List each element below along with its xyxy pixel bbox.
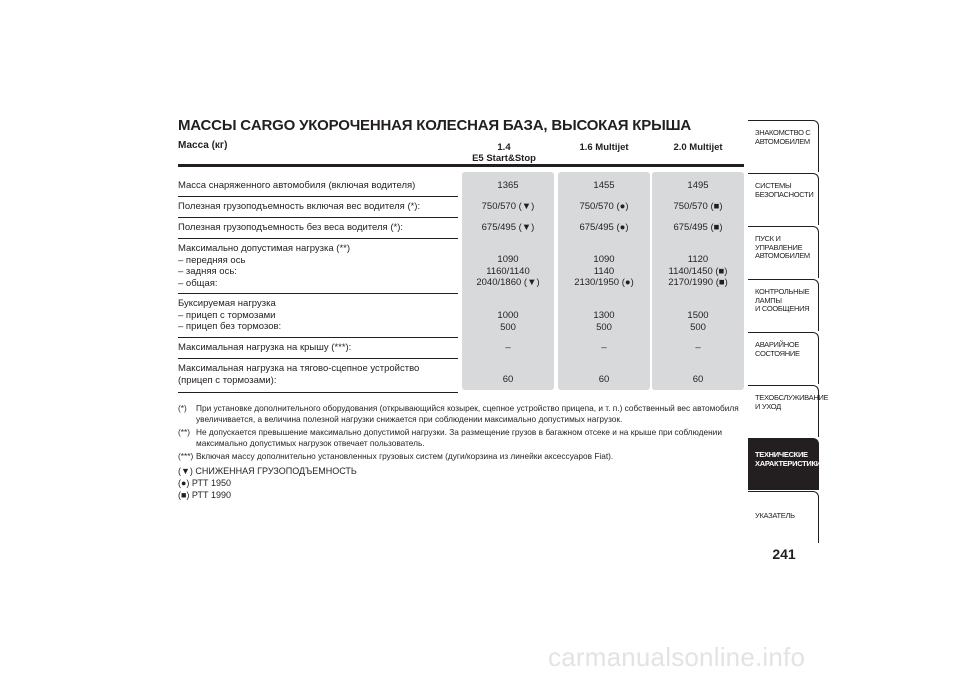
cell-line: 1090 — [497, 254, 519, 265]
footnote-text: При установке дополнительного оборудования (открывающийся козырек, сцепное устройство прицепа, и т. п.) собственный вес автомобиля увеличивается, а величина полезной нагрузки снижается при соблюдении максимально допустимых нагрузок. — [196, 403, 739, 424]
cell-value: 1495 — [687, 180, 709, 191]
row-divider — [178, 337, 458, 338]
footnote-text: Не допускается превышение максимально допустимой нагрузки. За размещение грузов в багажном отсеке и на крыше при соблюдении максимально допустимых нагрузок отвечает пользователь. — [196, 427, 722, 448]
row-divider — [178, 217, 458, 218]
tab-label-line: СИСТЕМЫ — [755, 181, 792, 190]
cell-line: 1500 — [687, 310, 709, 321]
cell-value: 1455 — [593, 180, 615, 191]
cell-value — [558, 310, 650, 333]
footnote — [178, 427, 744, 448]
row-label-line: – передняя ось — [178, 254, 246, 266]
cell-line: 500 — [500, 321, 516, 333]
column-header-line: E5 Start&Stop — [472, 153, 536, 164]
cell-value — [652, 310, 744, 333]
cell-line: 1140/1450 (■) — [668, 265, 728, 277]
cell-value: 60 — [692, 374, 704, 385]
row-label-line: – прицеп без тормозов: — [178, 321, 282, 332]
legend-item: (●) РТТ 1950 — [178, 477, 232, 488]
tab-technical-specs[interactable] — [748, 438, 819, 490]
column-header-2-0: 2.0 Multijet — [673, 142, 723, 153]
tab-label-line: ХАРАКТЕРИСТИКИ — [755, 458, 821, 468]
tab-label-line: ТЕХОБСЛУЖИВАНИЕ — [755, 393, 829, 402]
row-label-line: (прицеп с тормозами): — [178, 374, 277, 386]
column-header-1-4 — [458, 142, 550, 164]
tab-label-line: КОНТРОЛЬНЫЕ — [755, 287, 810, 296]
tab-driving[interactable] — [748, 226, 819, 278]
cell-line: 2040/1860 (▼) — [476, 277, 540, 288]
cell-line: 500 — [690, 321, 706, 333]
row-label-line: Максимально допустимая нагрузка (**) — [178, 243, 351, 254]
row-label-line: – задняя ось: — [178, 266, 237, 277]
tab-label-line: АВТОМОБИЛЕМ — [755, 251, 810, 260]
header-rule — [178, 164, 744, 167]
tab-warning-lights[interactable] — [748, 279, 819, 331]
cell-line: 500 — [596, 321, 612, 333]
row-label-multiline — [178, 363, 460, 386]
row-divider — [178, 238, 458, 239]
footnote-mark: (***) — [178, 451, 194, 461]
row-label-line: Максимальная нагрузка на тягово-сцепное устройство — [178, 363, 420, 374]
cell-value: 750/570 (▼) — [481, 201, 535, 212]
tab-safety[interactable] — [748, 173, 819, 225]
tab-maintenance[interactable] — [748, 385, 829, 437]
tab-label-line: АВТОМОБИЛЕМ — [755, 136, 810, 146]
cell-value — [462, 254, 554, 289]
tab-label-line: ЛАМПЫ — [755, 295, 782, 305]
column-header-line: 1.4 — [497, 142, 511, 153]
cell-value — [558, 254, 650, 289]
cell-line: 1160/1140 — [486, 265, 530, 277]
footnotes — [178, 403, 744, 501]
row-label-line: Буксируемая нагрузка — [178, 298, 276, 309]
cell-value: 750/570 (●) — [579, 201, 629, 212]
cell-value: 675/495 (▼) — [481, 222, 535, 233]
row-divider — [178, 293, 458, 294]
cell-value: 675/495 (■) — [673, 222, 723, 233]
tab-label-line: ТЕХНИЧЕСКИЕ — [755, 450, 808, 459]
symbol-legend — [178, 465, 744, 501]
row-label-line: – общая: — [178, 277, 218, 289]
page-number: 241 — [772, 546, 796, 562]
row-divider — [178, 196, 458, 197]
tab-label-line: УКАЗАТЕЛЬ — [755, 511, 795, 520]
cell-value: – — [601, 342, 607, 353]
tab-label-line: БЕЗОПАСНОСТИ — [755, 189, 814, 199]
row-label-multiline — [178, 243, 460, 289]
page-title: МАССЫ CARGO УКОРОЧЕННАЯ КОЛЕСНАЯ БАЗА, ВЫСОКАЯ КРЫША — [178, 117, 692, 134]
tab-index[interactable] — [748, 491, 819, 543]
row-label: Полезная грузоподъемность включая вес водителя (*): — [178, 201, 421, 212]
cell-line: 1120 — [687, 254, 709, 265]
cell-line: 1000 — [497, 310, 519, 321]
tab-label-line: АВАРИЙНОЕ — [755, 340, 800, 349]
row-divider — [178, 392, 458, 393]
tab-label-line: ЗНАКОМСТВО С — [755, 128, 811, 137]
legend-item: (▼) СНИЖЕННАЯ ГРУЗОПОДЪЕМНОСТЬ — [178, 465, 357, 476]
tab-label-line: И УХОД — [755, 401, 781, 411]
watermark: carmanualsonline.info — [548, 642, 806, 672]
legend-item: (■) РТТ 1990 — [178, 489, 232, 500]
cell-value: 60 — [598, 374, 610, 385]
row-label-multiline — [178, 298, 460, 333]
cell-value: – — [695, 342, 701, 353]
cell-line: 1090 — [593, 254, 615, 265]
tab-label-line: СОСТОЯНИЕ — [755, 348, 800, 358]
footnote-mark: (*) — [178, 403, 187, 413]
tab-intro[interactable] — [748, 120, 819, 172]
column-header-1-6: 1.6 Multijet — [579, 142, 629, 153]
footnote — [178, 451, 744, 462]
cell-value: 750/570 (■) — [673, 201, 723, 212]
row-label: Максимальная нагрузка на крышу (***): — [178, 342, 352, 353]
cell-value — [652, 254, 744, 289]
cell-value: – — [505, 342, 511, 353]
tab-label-line: ПУСК И УПРАВЛЕНИЕ — [755, 234, 803, 252]
row-label-line: – прицеп с тормозами — [178, 309, 276, 321]
tab-emergency[interactable] — [748, 332, 819, 384]
table-header-label: Масса (кг) — [178, 140, 228, 151]
cell-line: 1300 — [593, 310, 615, 321]
cell-line: 2130/1950 (●) — [574, 277, 634, 288]
cell-value: 1365 — [497, 180, 519, 191]
footnote — [178, 403, 744, 424]
row-label: Масса снаряженного автомобиля (включая водителя) — [178, 180, 416, 191]
tab-label-line: И СООБЩЕНИЯ — [755, 304, 810, 313]
cell-line: 1140 — [593, 265, 615, 277]
cell-value: 675/495 (●) — [579, 222, 629, 233]
cell-line: 2170/1990 (■) — [668, 277, 728, 288]
footnote-text: Включая массу дополнительно установленных грузовых систем (дуги/корзина из линейки аксессуаров Fiat). — [196, 451, 614, 461]
cell-value: 60 — [502, 374, 514, 385]
row-divider — [178, 358, 458, 359]
row-label: Полезная грузоподъемность без веса водителя (*): — [178, 222, 404, 233]
cell-value — [462, 310, 554, 333]
footnote-mark: (**) — [178, 427, 190, 437]
